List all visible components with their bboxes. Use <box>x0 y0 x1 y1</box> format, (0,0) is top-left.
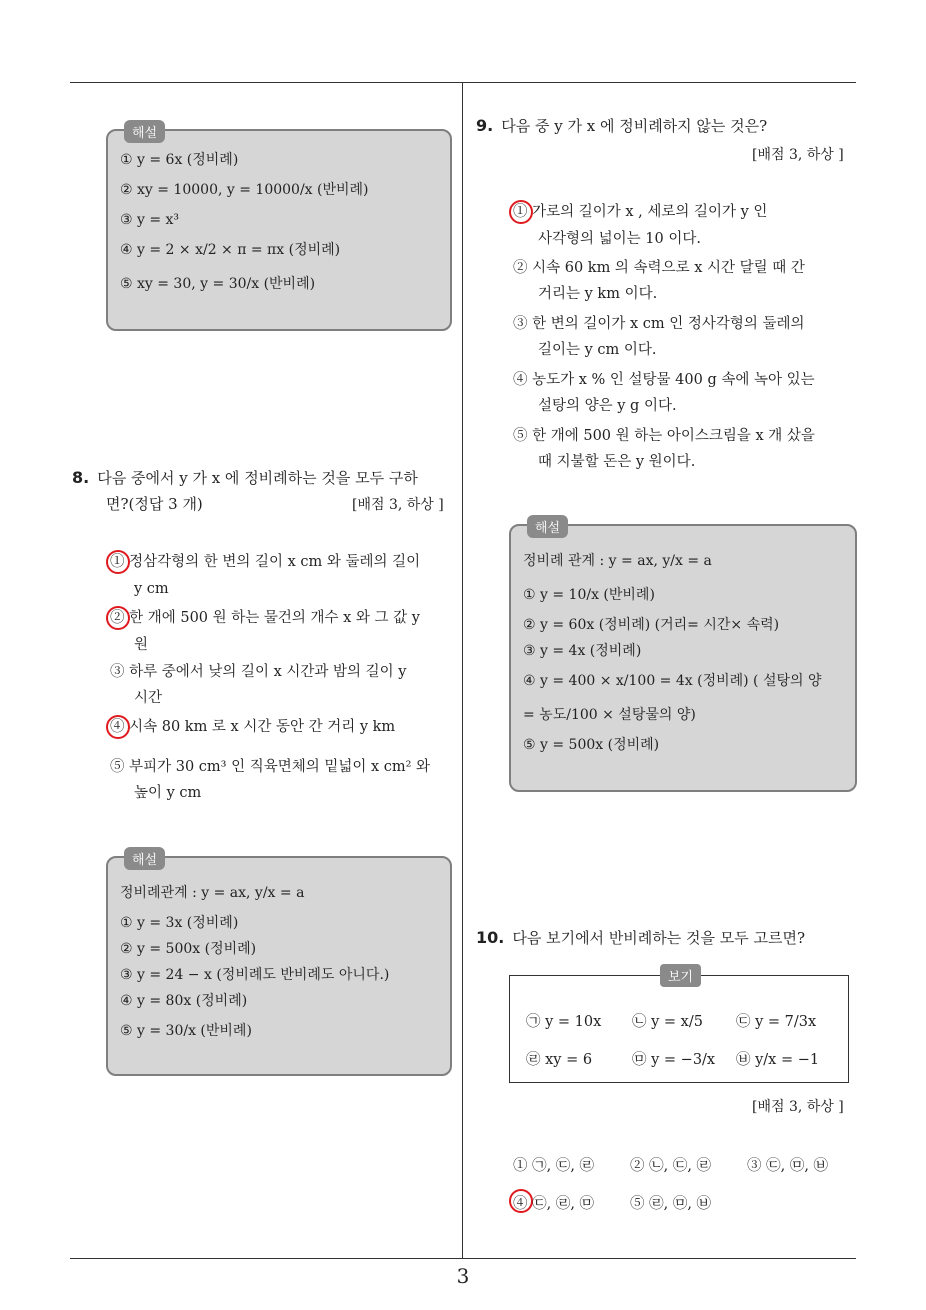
question-10-title <box>476 926 856 950</box>
solution-line: = 농도/100 × 설탕물의 양) <box>523 707 696 723</box>
option-3[interactable]: ③ 한 변의 길이가 x cm 인 정사각형의 둘레의 <box>513 316 805 332</box>
solution-box-1 <box>106 126 452 331</box>
solution-line: ② xy = 10000, y = 10000/x (반비례) <box>120 182 369 198</box>
answer-choice-1[interactable]: ① ㉠, ㉢, ㉣ <box>513 1158 595 1174</box>
bogi-item: ㉡ y = x/5 <box>632 1014 703 1030</box>
option-2[interactable]: ② 시속 60 km 의 속력으로 x 시간 달릴 때 간 <box>513 260 805 276</box>
question-number: 10. <box>476 928 505 947</box>
option-5[interactable]: ⑤ 한 개에 500 원 하는 아이스크림을 x 개 샀을 <box>513 428 815 444</box>
solution-line: ② y = 500x (정비례) <box>120 941 257 957</box>
solution-line: ① y = 10/x (반비례) <box>523 587 655 603</box>
top-rule <box>70 82 856 83</box>
option-1-cont: y cm <box>134 581 169 597</box>
answer-choice-5[interactable]: ⑤ ㉣, ㉤, ㉥ <box>630 1196 712 1212</box>
bogi-item: ㉢ y = 7/3x <box>736 1014 817 1030</box>
option-1[interactable]: ① 정삼각형의 한 변의 길이 x cm 와 둘레의 길이 <box>110 554 421 570</box>
bogi-item: ㉠ y = 10x <box>526 1014 602 1030</box>
bogi-box <box>509 970 849 1083</box>
question-text: 다음 중에서 y 가 x 에 정비례하는 것을 모두 구하 <box>97 469 418 487</box>
bogi-tab: 보기 <box>660 964 701 987</box>
solution-line: ④ y = 400 × x/100 = 4x (정비례) ( 설탕의 양 <box>523 673 822 689</box>
solution-line: ⑤ y = 30/x (반비례) <box>120 1023 252 1039</box>
option-2-cont: 거리는 y km 이다. <box>538 286 658 302</box>
option-4-cont: 설탕의 양은 y g 이다. <box>538 398 677 414</box>
question-8-title <box>72 466 452 490</box>
solution-line: 정비례관계 : y = ax, y/x = a <box>120 885 305 901</box>
option-1[interactable]: ① 가로의 길이가 x , 세로의 길이가 y 인 <box>513 204 768 220</box>
score-label: [배점 3, 하상 ] <box>752 1099 844 1115</box>
question-number: 8. <box>72 468 90 487</box>
option-3[interactable]: ③ 하루 중에서 낮의 길이 x 시간과 밤의 길이 y <box>110 664 407 680</box>
option-5-cont: 높이 y cm <box>134 785 202 801</box>
bottom-rule <box>70 1258 856 1259</box>
option-2-cont: 원 <box>134 637 149 653</box>
question-8-title-cont: 면?(정답 3 개) <box>106 495 203 513</box>
score-label: [배점 3, 하상 ] <box>352 497 444 513</box>
solution-box-2 <box>106 853 452 1076</box>
solution-box-3 <box>509 521 857 792</box>
solution-line: ① y = 6x (정비례) <box>120 152 239 168</box>
option-3-cont: 길이는 y cm 이다. <box>538 342 657 358</box>
solution-tab: 해설 <box>527 515 568 538</box>
solution-line: 정비례 관계 : y = ax, y/x = a <box>523 553 712 569</box>
bogi-item: ㉥ y/x = −1 <box>736 1052 820 1068</box>
solution-line: ③ y = 24 − x (정비례도 반비례도 아니다.) <box>120 967 390 983</box>
solution-tab: 해설 <box>124 120 165 143</box>
solution-line: ⑤ y = 500x (정비례) <box>523 737 660 753</box>
solution-line: ⑤ xy = 30, y = 30/x (반비례) <box>120 276 316 292</box>
column-divider <box>462 83 463 1258</box>
option-5-cont: 때 지불할 돈은 y 원이다. <box>538 454 696 470</box>
solution-line: ③ y = x³ <box>120 212 180 228</box>
question-number: 9. <box>476 116 494 135</box>
question-9-title <box>476 114 856 138</box>
option-3-cont: 시간 <box>134 690 163 706</box>
option-1-cont: 사각형의 넓이는 10 이다. <box>538 231 701 247</box>
solution-line: ③ y = 4x (정비례) <box>523 643 642 659</box>
question-text: 다음 중 y 가 x 에 정비례하지 않는 것은? <box>501 117 768 135</box>
answer-choice-3[interactable]: ③ ㉢, ㉤, ㉥ <box>747 1158 829 1174</box>
solution-tab: 해설 <box>124 847 165 870</box>
solution-line: ① y = 3x (정비례) <box>120 915 239 931</box>
answer-choice-4[interactable]: ④ ㉢, ㉣, ㉤ <box>513 1196 595 1212</box>
bogi-item: ㉣ xy = 6 <box>526 1052 593 1068</box>
option-2[interactable]: ② 한 개에 500 원 하는 물건의 개수 x 와 그 값 y <box>110 610 420 626</box>
option-5[interactable]: ⑤ 부피가 30 cm³ 인 직육면체의 밑넓이 x cm² 와 <box>110 759 431 775</box>
question-text: 다음 보기에서 반비례하는 것을 모두 고르면? <box>512 929 806 947</box>
answer-choice-2[interactable]: ② ㉡, ㉢, ㉣ <box>630 1158 712 1174</box>
solution-line: ④ y = 80x (정비례) <box>120 993 248 1009</box>
solution-line: ④ y = 2 × x/2 × π = πx (정비례) <box>120 242 341 258</box>
page-number: 3 <box>456 1264 470 1288</box>
option-4[interactable]: ④ 농도가 x % 인 설탕물 400 g 속에 녹아 있는 <box>513 372 815 388</box>
bogi-item: ㉤ y = −3/x <box>632 1052 716 1068</box>
score-label: [배점 3, 하상 ] <box>752 147 844 163</box>
option-4[interactable]: ④ 시속 80 km 로 x 시간 동안 간 거리 y km <box>110 719 396 735</box>
solution-line: ② y = 60x (정비례) (거리= 시간× 속력) <box>523 617 780 633</box>
